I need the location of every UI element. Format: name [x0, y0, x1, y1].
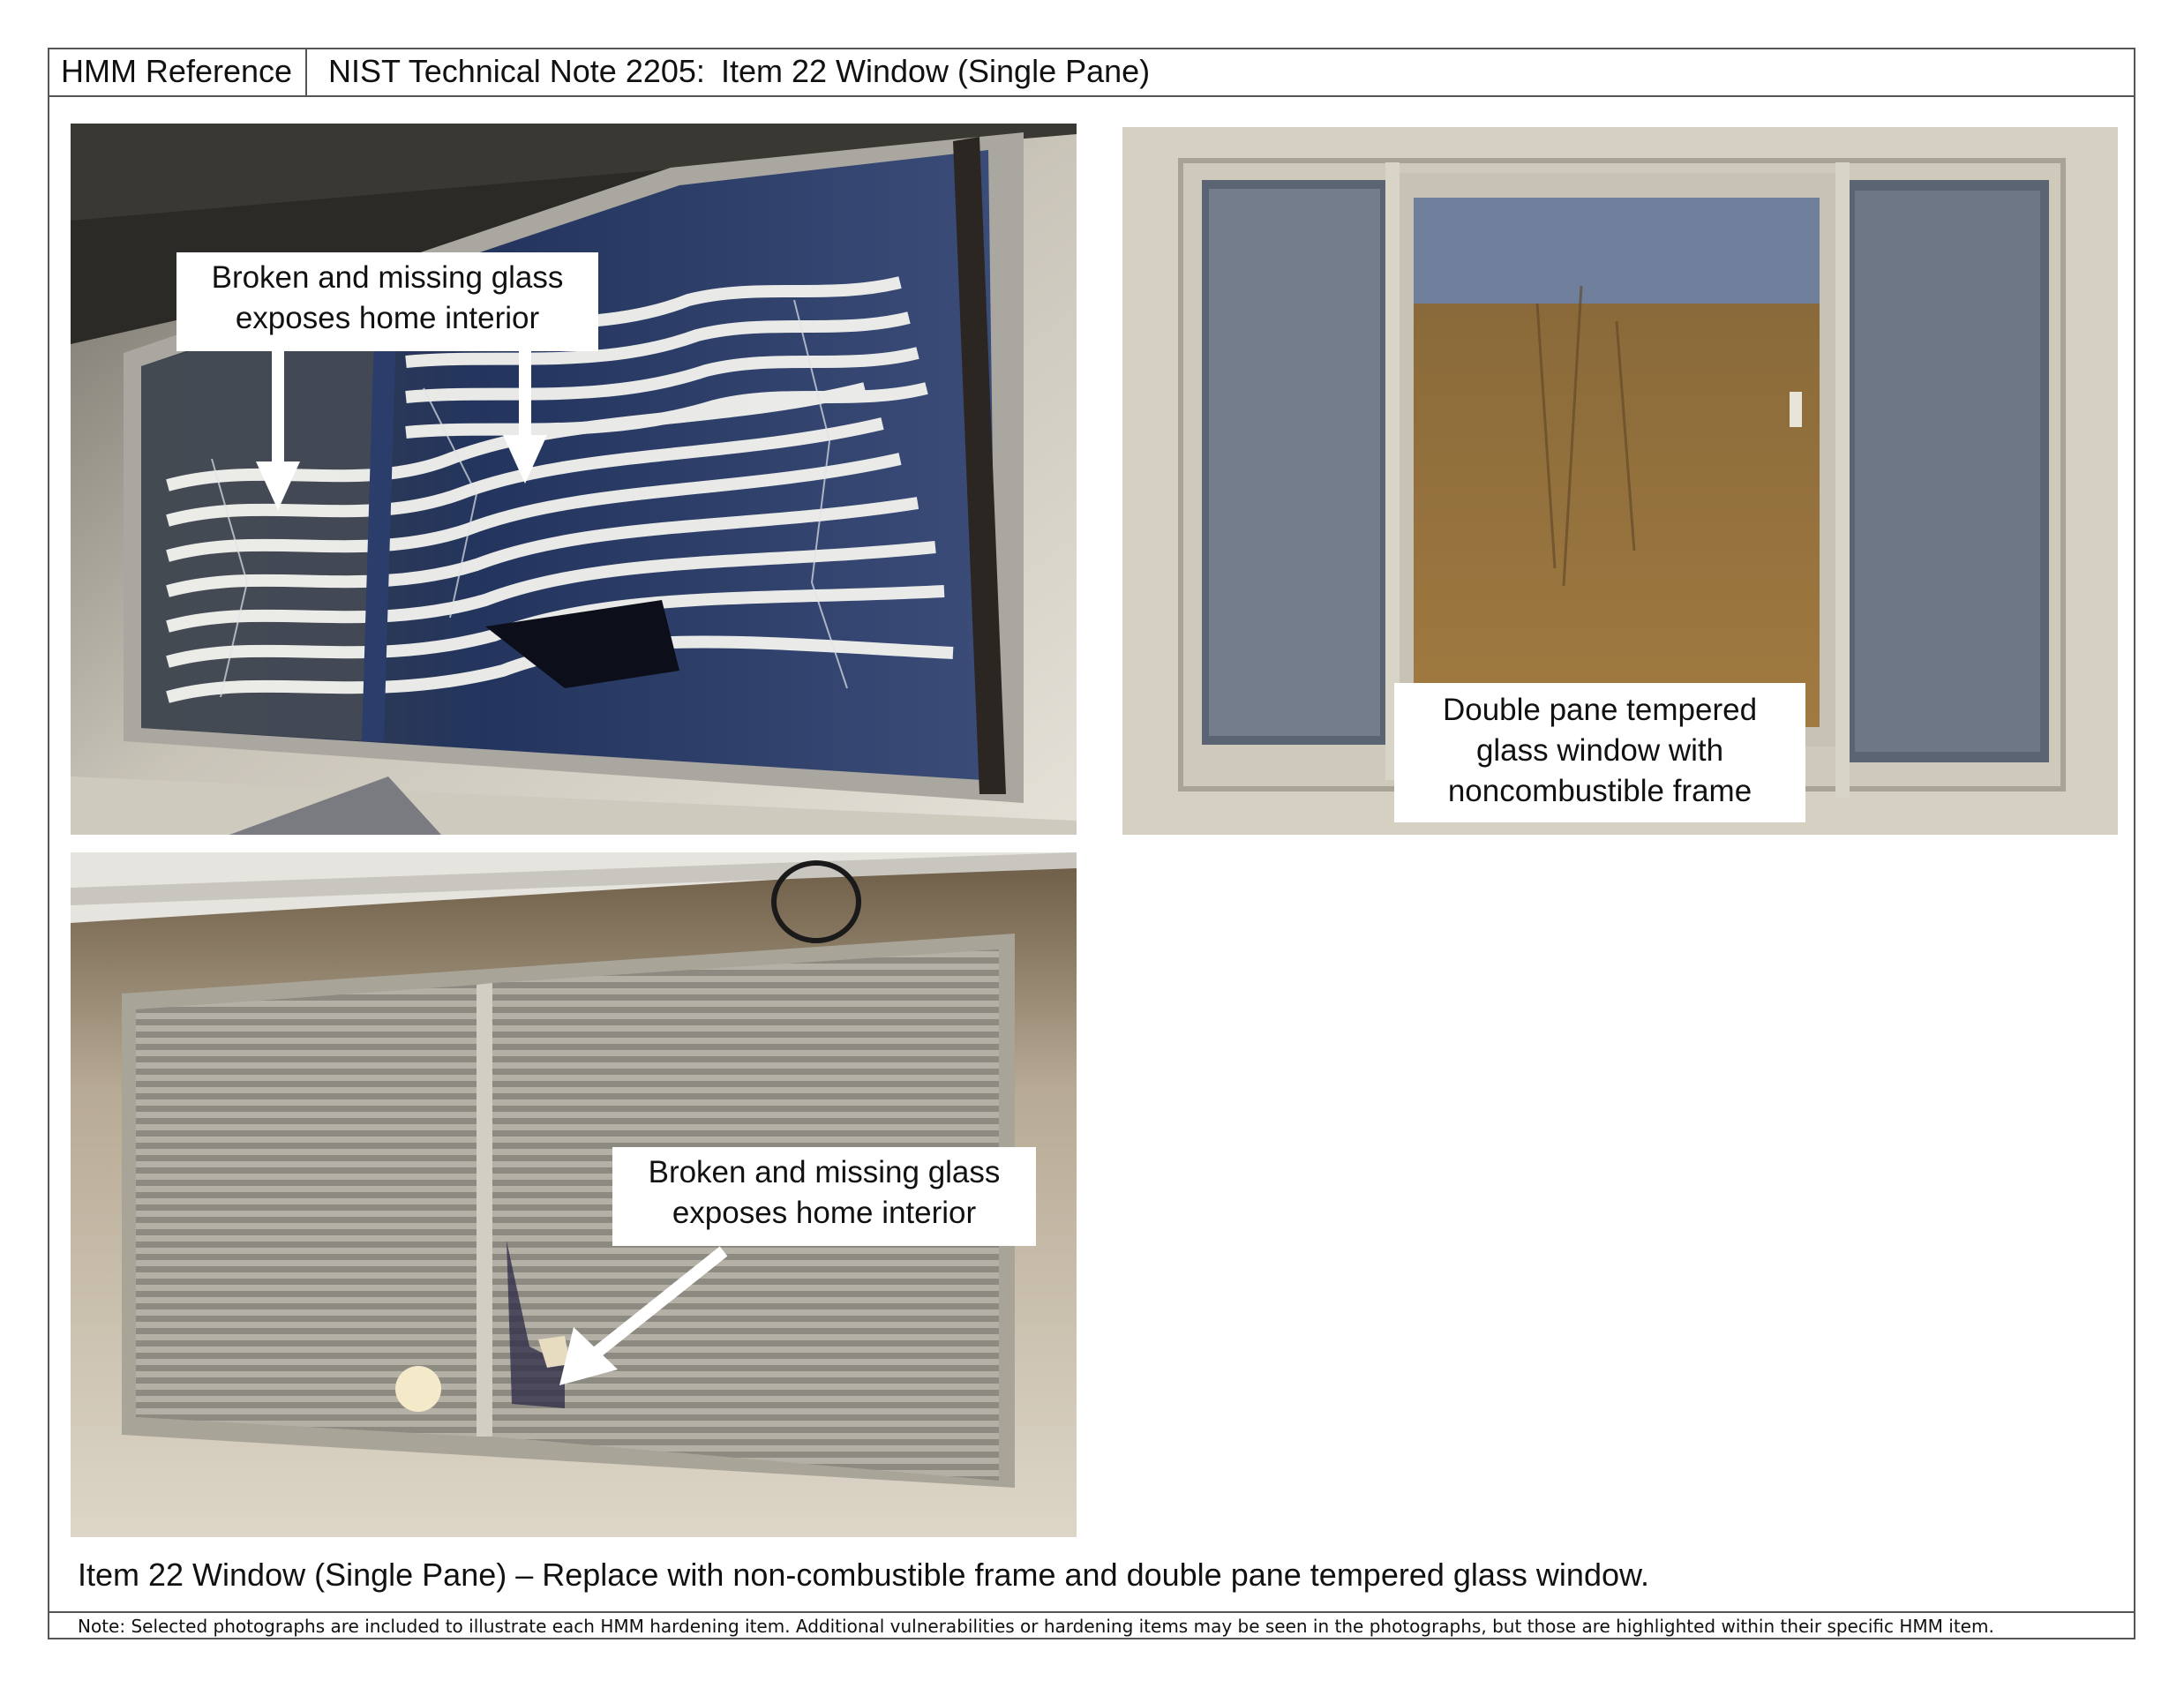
hmm-reference-label: HMM Reference — [48, 48, 307, 95]
figure-caption: Item 22 Window (Single Pane) – Replace with non-combustible frame and double pane tempered glass window. — [78, 1557, 1649, 1593]
header-row — [48, 48, 2135, 97]
document-title — [328, 48, 1150, 95]
callout-broken-glass-bottom — [612, 1147, 1036, 1246]
title-item: Item 22 Window (Single Pane) — [720, 53, 1151, 89]
callout-broken-glass-top-line2: exposes home interior — [235, 301, 540, 335]
callout-broken-glass-top — [176, 252, 598, 351]
callout-double-pane-line3: noncombustible frame — [1447, 774, 1752, 808]
callout-broken-glass-bottom-line2: exposes home interior — [672, 1196, 977, 1230]
note-row — [48, 1611, 2135, 1639]
footnote-text: Note: Selected photographs are included to illustrate each HMM hardening item. Additional vulnerabilities or hardening items may be seen in the photographs, but those are highlighted within their specific HMM item. — [78, 1616, 1994, 1637]
callout-broken-glass-top-line1: Broken and missing glass — [211, 260, 564, 295]
title-prefix: NIST Technical Note 2205: — [328, 53, 705, 89]
callout-double-pane-line2: glass window with — [1475, 733, 1724, 768]
callout-broken-glass-bottom-line1: Broken and missing glass — [648, 1155, 1001, 1189]
callout-double-pane — [1394, 683, 1805, 822]
callout-double-pane-line1: Double pane tempered — [1442, 693, 1758, 727]
photo-broken-window-blinds — [71, 124, 1077, 835]
photo-broken-window-blinds-image — [71, 124, 1077, 835]
